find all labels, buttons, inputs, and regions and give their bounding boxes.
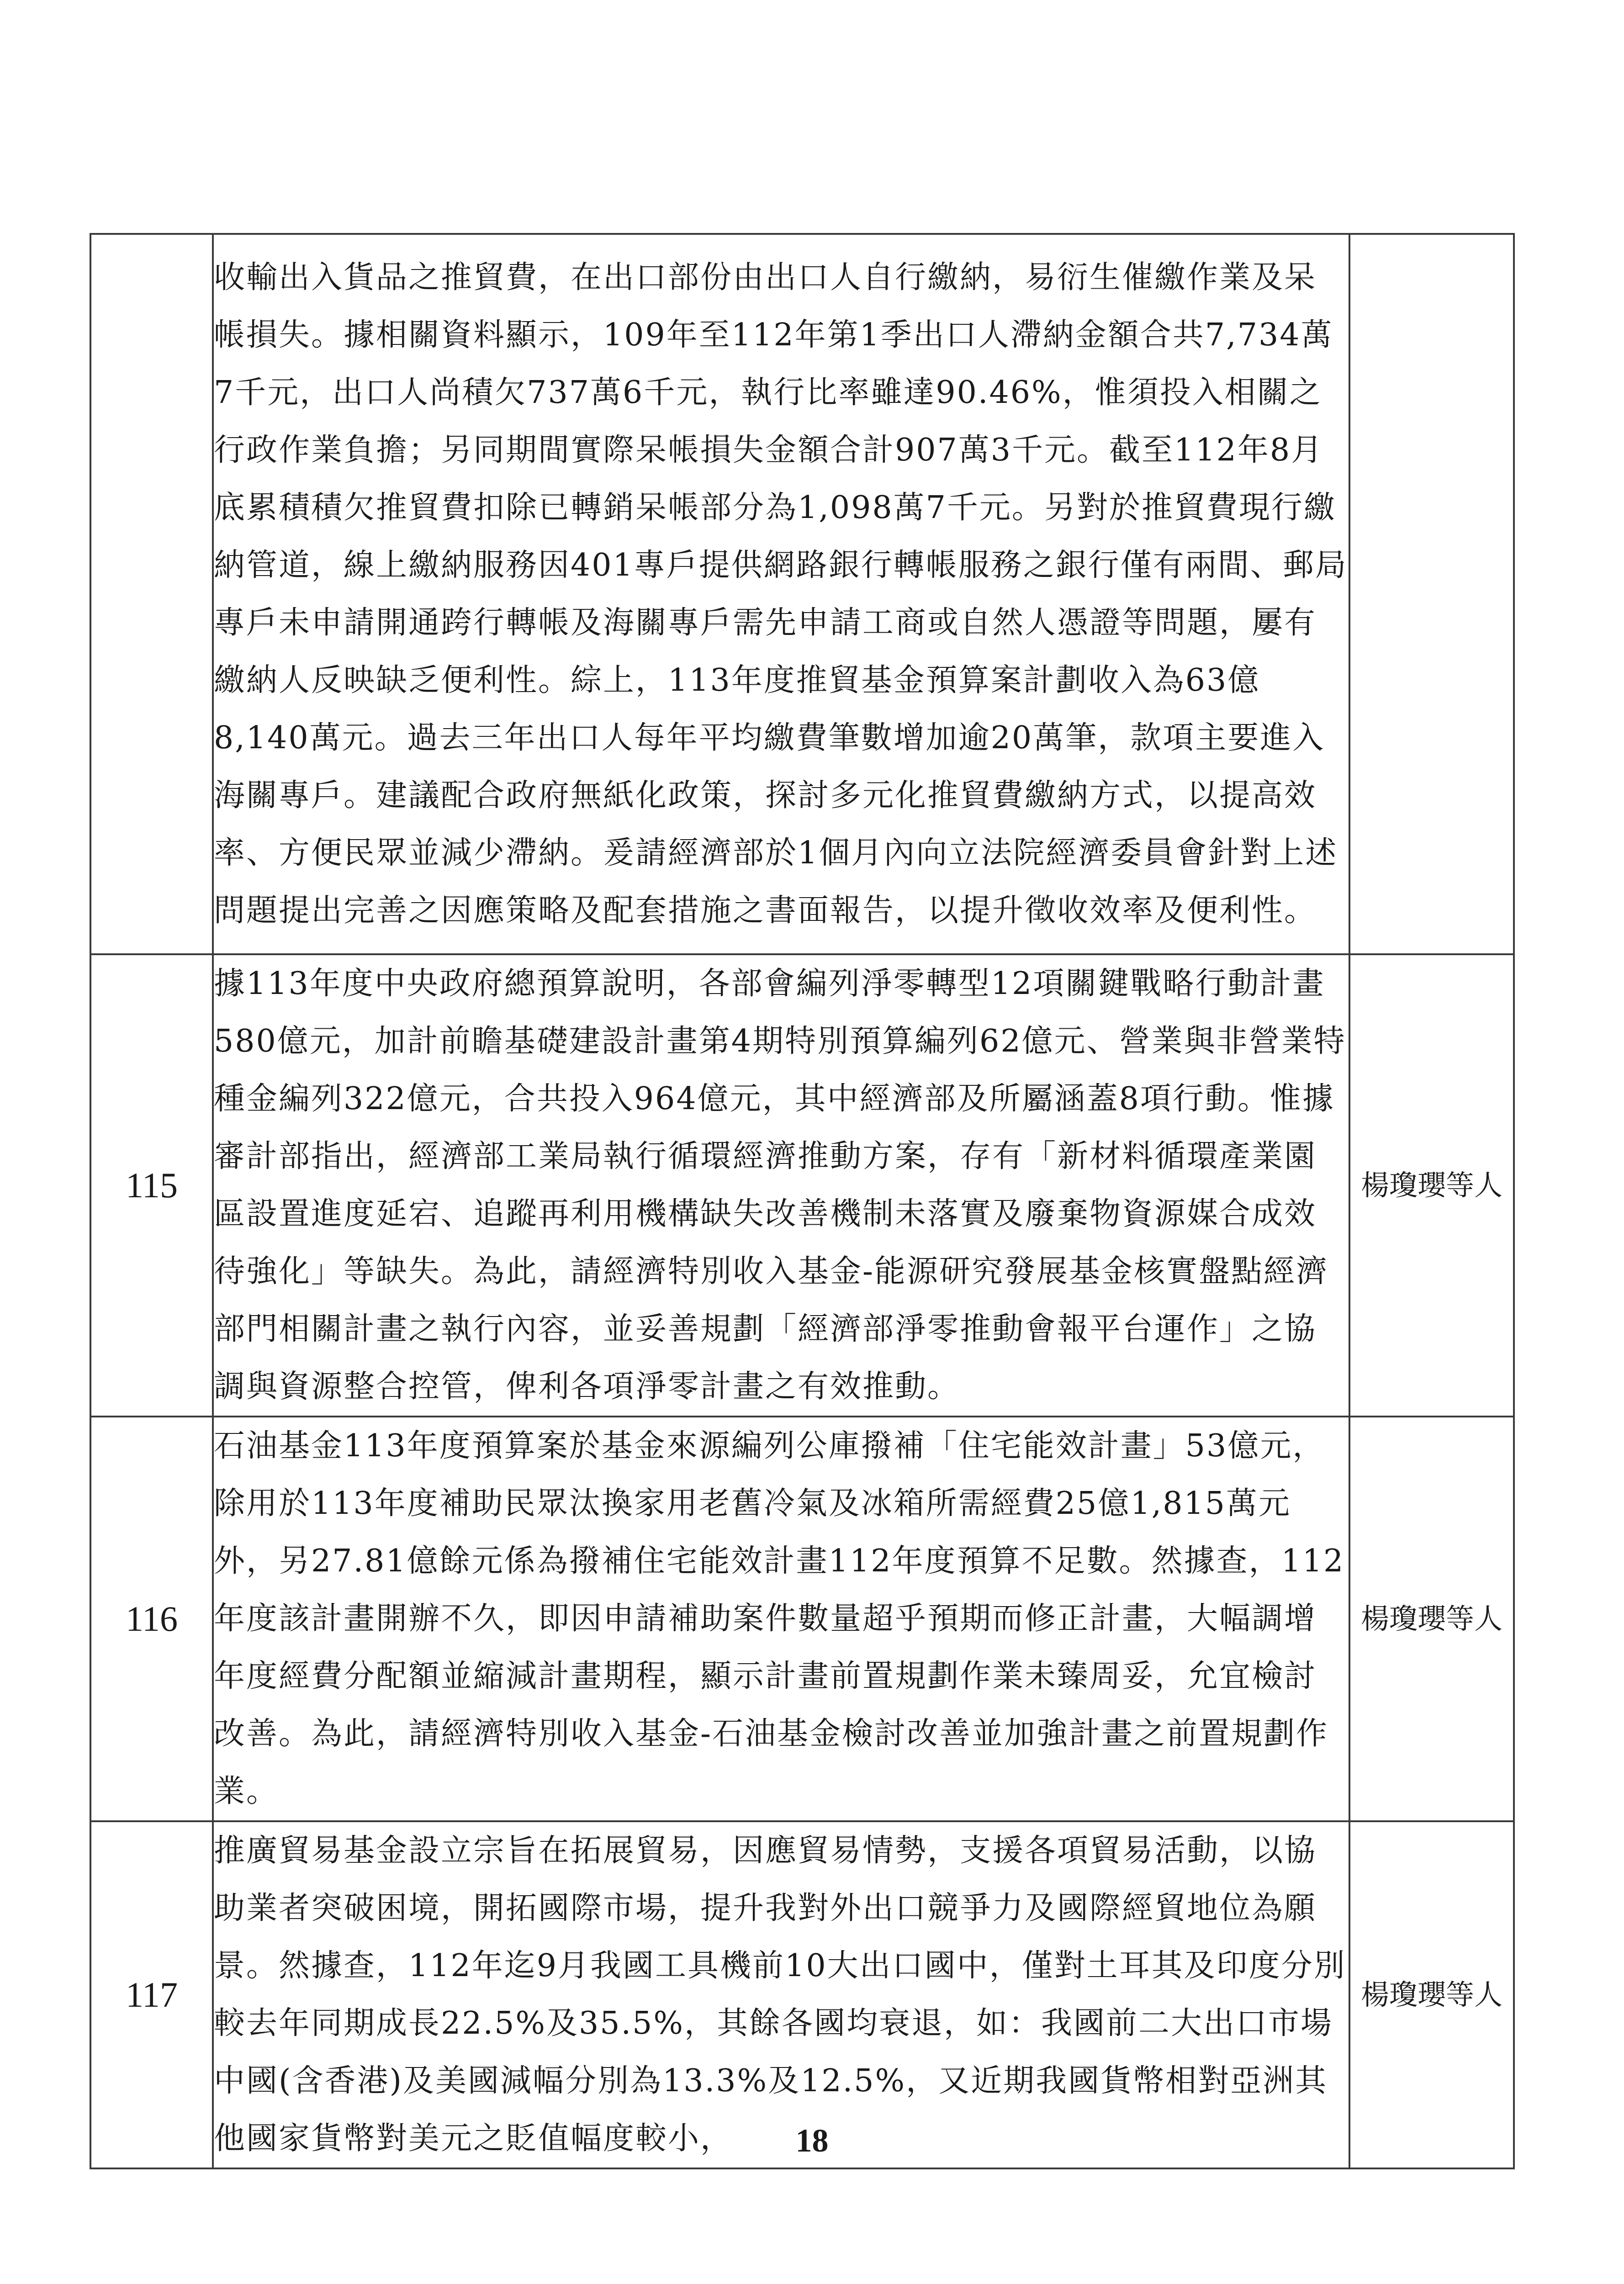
proposer: 楊瓊瓔等人 <box>1349 1821 1514 2168</box>
proposer: 楊瓊瓔等人 <box>1349 954 1514 1417</box>
item-number: 117 <box>90 1821 213 2168</box>
proposer: 楊瓊瓔等人 <box>1349 1417 1514 1821</box>
table-row <box>90 1417 1514 1821</box>
item-number: 115 <box>90 954 213 1417</box>
item-text: 收輸出入貨品之推貿費，在出口部份由出口人自行繳納，易衍生催繳作業及呆帳損失。據相關資料顯示，109年至112年第1季出口人滯納金額合共7,734萬7千元，出口人尚積欠737萬6千元，執行比率雖達90.46%，惟須投入相關之行政作業負擔；另同期間實際呆帳損失金額合計907萬3千元。截至112年8月底累積積欠推貿費扣除已轉銷呆帳部分為1,098萬7千元。另對於推貿費現行繳納管道，線上繳納服務因401專戶提供網路銀行轉帳服務之銀行僅有兩間、郵局專戶未申請開通跨行轉帳及海關專戶需先申請工商或自然人憑證等問題，屢有繳納人反映缺乏便利性。綜上，113年度推貿基金預算案計劃收入為63億8,140萬元。過去三年出口人每年平均繳費筆數增加逾20萬筆，款項主要進入海關專戶。建議配合政府無紙化政策，探討多元化推貿費繳納方式，以提高效率、方便民眾並減少滯納。爰請經濟部於1個月內向立法院經濟委員會針對上述問題提出完善之因應策略及配套措施之書面報告，以提升徵收效率及便利性。 <box>213 234 1349 954</box>
page-number: 18 <box>795 2122 829 2159</box>
item-number <box>90 234 213 954</box>
item-number: 116 <box>90 1417 213 1821</box>
item-text: 推廣貿易基金設立宗旨在拓展貿易，因應貿易情勢，支援各項貿易活動，以協助業者突破困境，開拓國際市場，提升我對外出口競爭力及國際經貿地位為願景。然據查，112年迄9月我國工具機前10大出口國中，僅對土耳其及印度分別較去年同期成長22.5%及35.5%，其餘各國均衰退，如：我國前二大出口市場中國(含香港)及美國減幅分別為13.3%及12.5%，又近期我國貨幣相對亞洲其他國家貨幣對美元之貶值幅度較小， <box>213 1821 1349 2168</box>
table-row <box>90 234 1514 954</box>
item-text: 據113年度中央政府總預算說明，各部會編列淨零轉型12項關鍵戰略行動計畫580億元，加計前瞻基礎建設計畫第4期特別預算編列62億元、營業與非營業特種金編列322億元，合共投入964億元，其中經濟部及所屬涵蓋8項行動。惟據審計部指出，經濟部工業局執行循環經濟推動方案，存有「新材料循環產業園區設置進度延宕、追蹤再利用機構缺失改善機制未落實及廢棄物資源媒合成效待強化」等缺失。為此，請經濟特別收入基金-能源研究發展基金核實盤點經濟部門相關計畫之執行內容，並妥善規劃「經濟部淨零推動會報平台運作」之協調與資源整合控管，俾利各項淨零計畫之有效推動。 <box>213 954 1349 1417</box>
proposer <box>1349 234 1514 954</box>
resolution-table <box>90 233 1515 2169</box>
table-row <box>90 1821 1514 2168</box>
item-text: 石油基金113年度預算案於基金來源編列公庫撥補「住宅能效計畫」53億元，除用於113年度補助民眾汰換家用老舊冷氣及冰箱所需經費25億1,815萬元外，另27.81億餘元係為撥補住宅能效計畫112年度預算不足數。然據查，112年度該計畫開辦不久，即因申請補助案件數量超乎預期而修正計畫，大幅調增年度經費分配額並縮減計畫期程，顯示計畫前置規劃作業未臻周妥，允宜檢討改善。為此，請經濟特別收入基金-石油基金檢討改善並加強計畫之前置規劃作業。 <box>213 1417 1349 1821</box>
table-row <box>90 954 1514 1417</box>
